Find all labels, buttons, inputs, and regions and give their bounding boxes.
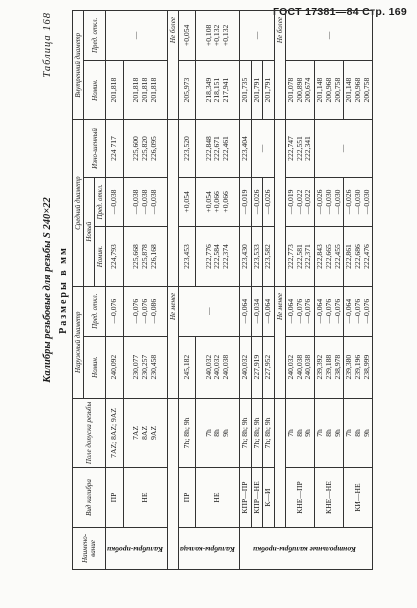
middle-new-header: Новый <box>84 177 95 286</box>
gauge-table <box>72 10 373 570</box>
outer-nom-header: Номин. <box>84 336 106 398</box>
table-row: Контрольные калибры-пробки КПР—ПР 7h; 8h; 9h 240,032 —0,064 223,430 —0,019 223,404 201,735 — <box>239 11 251 570</box>
col-inner-header: Внутренний диаметр <box>73 11 84 120</box>
group-label-koltsa: Калибры-кольца <box>180 544 236 554</box>
col-field-header: Поле допуска резьбы <box>73 398 106 468</box>
middle-pred-header: Пред. откл. <box>95 177 106 227</box>
middle-worn-header: Изно-шенный <box>84 120 106 177</box>
table-number: Таблица 168 <box>42 12 53 78</box>
ne-menee-note-2: Не менее <box>274 286 285 398</box>
table-row: Калибры-пробки ПР 7AZ; 8AZ; 9AZ 240,092 —0,076 224,793 —0,038 224 717 201,818 — <box>106 11 124 570</box>
table-row: НЕ 7h 8h 9h 240,032 240,032 240,038 222,776 222,584 222,374 +0,054 +0,066 +0,066 222,848 222,671 222,461 218,349 218,151 217,941 +0,108 +0,132 +0,132 <box>196 11 239 570</box>
group-label-probki: Калибры-пробки <box>107 544 164 554</box>
inner-pred-header: Пред. откл. <box>84 11 106 61</box>
inner-nom-header: Номин. <box>84 60 106 120</box>
table-caption: Калибры резьбовые для резьбы S 240×22 <box>42 197 53 383</box>
page-header: ГОСТ 17381—84 Стр. 169 <box>272 6 407 18</box>
col-middle-header: Средний диаметр <box>73 120 84 286</box>
table-row: КПР—НЕ 7h; 8h; 9h 227,919 —0,034 223,533 —0,026 — 201,791 <box>251 11 263 570</box>
col-kind-header: Вид калибра <box>73 468 106 528</box>
table-row: Калибры-кольца ПР 7h; 8h; 9h 245,182 — 223,453 +0,054 223,520 205,973 +0,054 <box>179 11 196 570</box>
outer-pred-header: Пред. откл. <box>84 286 106 336</box>
rotated-table-block <box>42 10 408 570</box>
table-row: НЕ 7AZ 8AZ 9AZ 230,077 230,257 230,458 —0,076 —0,076 —0,086 225,668 225,878 226,168 —0,038 —0,038 —0,038 225,600 225,820 226,095 201,818 201,818 201,818 <box>123 11 167 570</box>
ne-menee-note: Не менее <box>168 286 179 398</box>
table-row: КНЕ—НЕ 7h 8h 9h 239,392 239,188 238,978 —0,064 —0,076 —0,076 222,843 222,665 222,455 —0,026 —0,030 —0,030 — 201,148 200,968 200,758 <box>315 11 344 570</box>
col-outer-header: Наружный диаметр <box>73 286 84 398</box>
middle-nom-header: Номин. <box>95 227 106 287</box>
table-row: К—И 7h; 8h; 9h 227,952 —0,064 223,582 —0,026 201,791 <box>263 11 275 570</box>
ne-bolee-note-2: Не более <box>274 11 285 120</box>
col-name-header: Наимено-вание <box>73 527 106 569</box>
table-row: КНЕ—ПР 7h 8h 9h 240,032 240,038 240,038 —0,064 —0,076 —0,076 222,773 222,581 222,371 —0,019 —0,022 —0,022 222,747 222,551 222,341 201,078 200,898 200,674 — <box>285 11 314 570</box>
units-label: Размеры в мм <box>58 246 69 334</box>
ne-bolee-note: Не более <box>168 11 179 120</box>
table-row: КИ—НЕ 7h 8h 9h 239,380 239,196 238,999 —0,064 —0,076 —0,076 222,861 222,686 222,476 —0,026 —0,030 —0,030 201,148 200,968 200,758 <box>344 11 373 570</box>
group-label-kontrol: Контрольные калибры-пробки <box>253 544 357 554</box>
